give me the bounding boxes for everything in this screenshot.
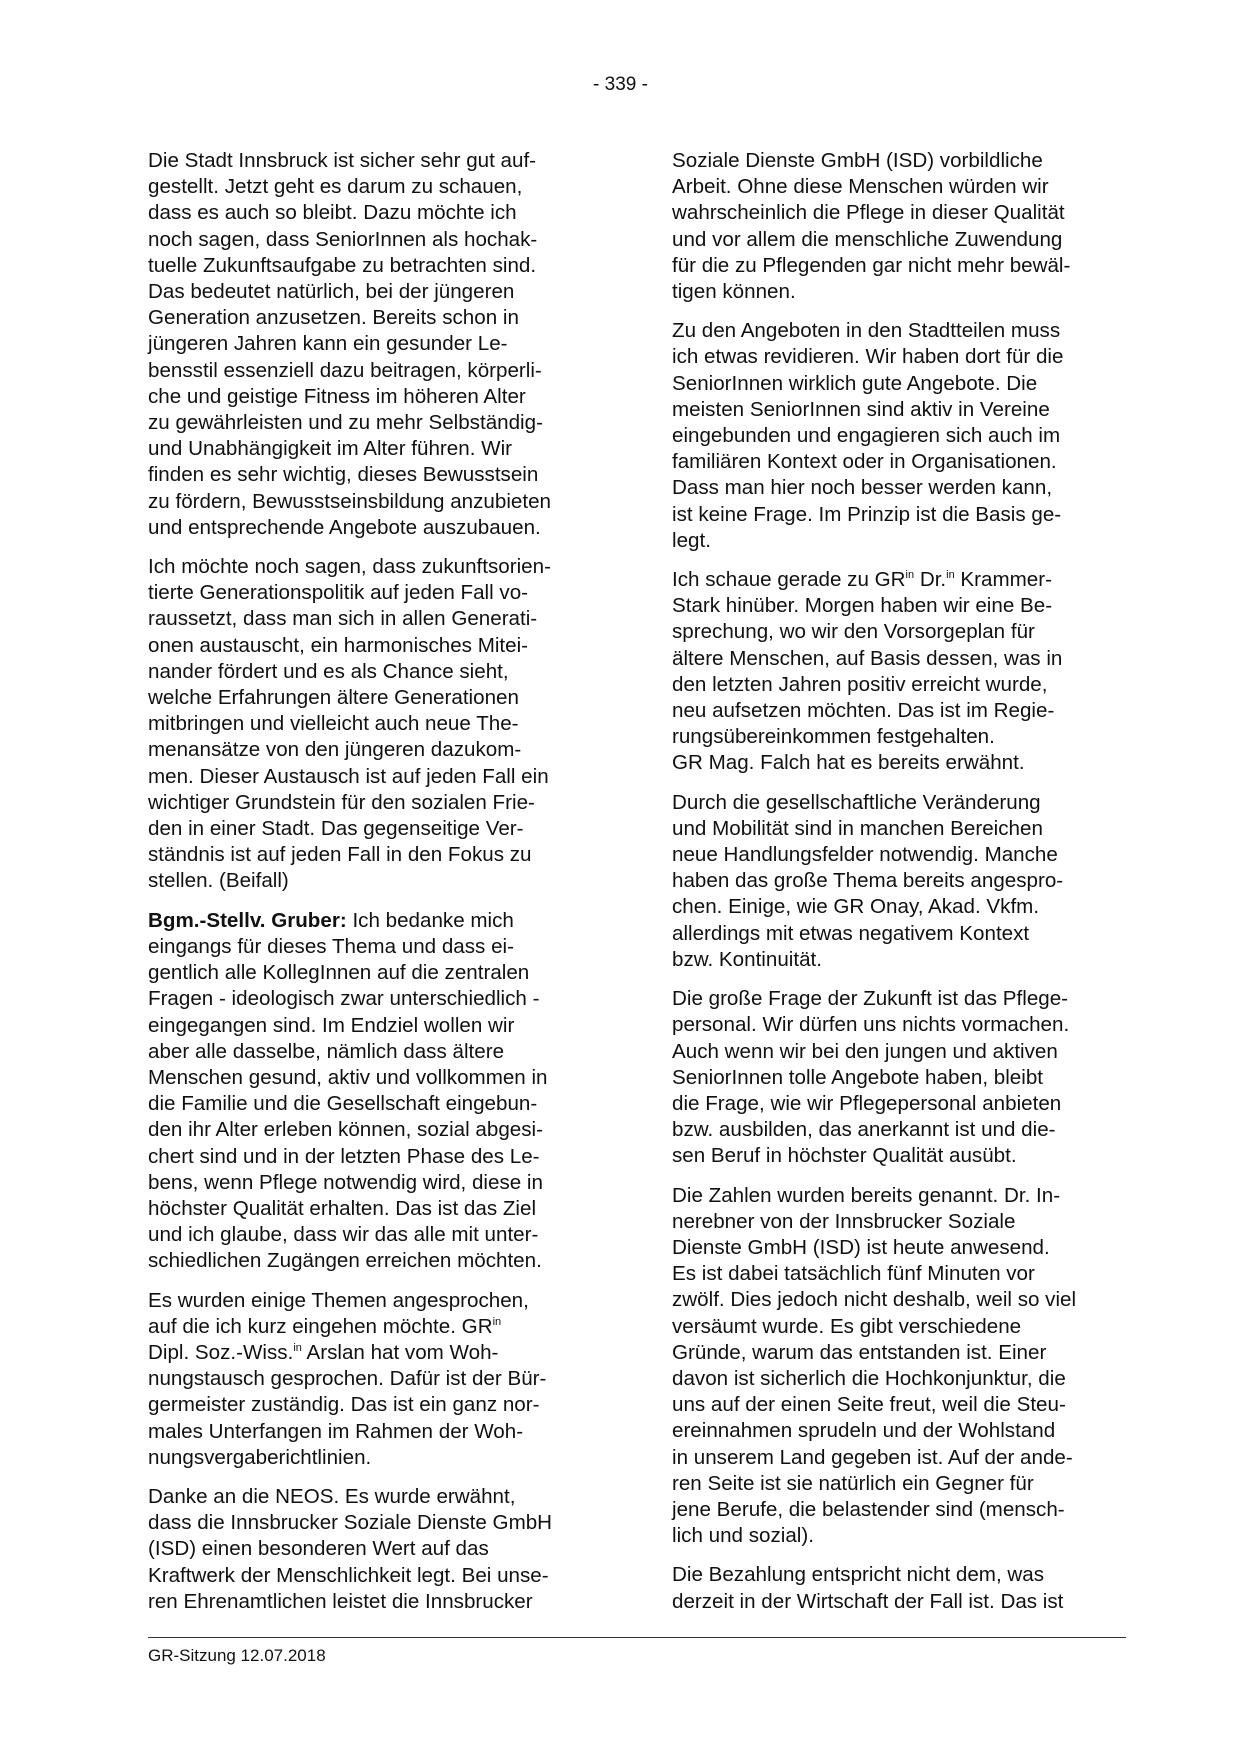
text-line: Es ist dabei tatsächlich fünf Minuten vor xyxy=(672,1262,1035,1286)
text-line: zwölf. Dies jedoch nicht deshalb, weil so viel xyxy=(672,1288,1077,1312)
text-line: personal. Wir dürfen uns nichts vormachen. xyxy=(672,1013,1070,1037)
paragraph xyxy=(148,1484,600,1615)
text-line: onen austauscht, ein harmonisches Mitei- xyxy=(148,633,529,657)
text-line: GR Mag. Falch hat es bereits erwähnt. xyxy=(672,751,1025,775)
text-line: zu gewährleisten und zu mehr Selbständig- xyxy=(148,411,543,435)
paragraph xyxy=(148,554,600,895)
text-line: bzw. ausbilden, das anerkannt ist und die- xyxy=(672,1118,1056,1142)
text-segment: Arslan hat vom Woh- xyxy=(301,1340,499,1364)
text-line: familiären Kontext oder in Organisationen. xyxy=(672,450,1057,474)
text-line: in unserem Land gegeben ist. Auf der ande- xyxy=(672,1445,1073,1469)
text-line: Dienste GmbH (ISD) ist heute anwesend. xyxy=(672,1235,1050,1259)
line-group xyxy=(672,593,1124,776)
text-line: schiedlichen Zugängen erreichen möchten. xyxy=(148,1249,542,1273)
paragraph xyxy=(672,567,1124,777)
text-segment: Krammer- xyxy=(954,568,1052,592)
paragraph xyxy=(672,1183,1124,1550)
paragraph xyxy=(672,148,1124,305)
text-line: gestellt. Jetzt geht es darum zu schauen, xyxy=(148,175,523,199)
text-line: Gründe, warum das entstanden ist. Einer xyxy=(672,1340,1047,1364)
text-line: bens, wenn Pflege notwendig wird, diese in xyxy=(148,1170,543,1194)
text-line: ständnis ist auf jeden Fall in den Fokus zu xyxy=(148,843,532,867)
text-line: und entsprechende Angebote auszubauen. xyxy=(148,515,541,539)
superscript: in xyxy=(946,569,955,582)
text-line: ereinnahmen sprudeln und der Wohlstand xyxy=(672,1419,1056,1443)
text-segment: Ich bedanke mich xyxy=(346,908,514,932)
text-line: versäumt wurde. Es gibt verschiedene xyxy=(672,1314,1022,1338)
text-line: SeniorInnen tolle Angebote haben, bleibt xyxy=(672,1065,1043,1089)
text-line: den ihr Alter erleben können, sozial abgesi- xyxy=(148,1118,543,1142)
text-line: Das bedeutet natürlich, bei der jüngeren xyxy=(148,280,515,304)
text-line xyxy=(672,567,1124,593)
text-line: Fragen - ideologisch zwar unterschiedlich - xyxy=(148,987,540,1011)
text-line xyxy=(148,908,600,934)
text-line: Kraftwerk der Menschlichkeit legt. Bei unse- xyxy=(148,1563,549,1587)
text-line: nungstausch gesprochen. Dafür ist der Bür- xyxy=(148,1367,547,1391)
text-line: sprechung, wo wir den Vorsorgeplan für xyxy=(672,620,1035,644)
footer-divider xyxy=(148,1637,1126,1638)
text-line: dass die Innsbrucker Soziale Dienste GmbH xyxy=(148,1511,553,1535)
text-line: Es wurden einige Themen angesprochen, xyxy=(148,1288,529,1312)
text-line: Die Stadt Innsbruck ist sicher sehr gut auf- xyxy=(148,149,537,172)
text-line: neu aufsetzen möchten. Das ist im Regie- xyxy=(672,699,1055,723)
text-line: Arbeit. Ohne diese Menschen würden wir xyxy=(672,175,1049,199)
text-line: finden es sehr wichtig, dieses Bewusstsein xyxy=(148,463,539,487)
text-line: tierte Generationspolitik auf jeden Fall vo- xyxy=(148,581,529,605)
text-line: neue Handlungsfelder notwendig. Manche xyxy=(672,843,1058,867)
text-line: und Mobilität sind in manchen Bereichen xyxy=(672,816,1043,840)
footer-text: GR-Sitzung 12.07.2018 xyxy=(148,1646,326,1665)
superscript: in xyxy=(905,569,915,582)
text-line: Die Zahlen wurden bereits genannt. Dr. In- xyxy=(672,1183,1061,1207)
text-line: men. Dieser Austausch ist auf jeden Fall ein xyxy=(148,764,549,788)
text-line: ren Ehrenamtlichen leistet die Innsbrucker xyxy=(148,1589,533,1613)
text-line: uns auf der einen Seite freut, weil die Steu- xyxy=(672,1393,1066,1417)
text-line: nander fördert und es als Chance sieht, xyxy=(148,659,509,683)
page-number: - 339 - xyxy=(593,74,648,95)
text-line: derzeit in der Wirtschaft der Fall ist. Das ist xyxy=(672,1589,1064,1613)
paragraph xyxy=(672,986,1124,1169)
text-line: für die zu Pflegenden gar nicht mehr bewäl- xyxy=(672,253,1071,277)
text-line: nerebner von der Innsbrucker Soziale xyxy=(672,1209,1016,1233)
paragraph xyxy=(672,318,1124,554)
text-segment: Dipl. Soz.-Wiss. xyxy=(148,1340,294,1364)
text-line: haben das große Thema bereits angespro- xyxy=(672,869,1064,893)
text-line: gentlich alle KollegInnen auf die zentralen xyxy=(148,961,530,985)
text-line: rungsübereinkommen festgehalten. xyxy=(672,725,995,749)
text-line: germeister zuständig. Das ist ein ganz nor- xyxy=(148,1393,540,1417)
text-line: Stark hinüber. Morgen haben wir eine Be- xyxy=(672,594,1053,618)
text-line: menansätze von den jüngeren dazukom- xyxy=(148,738,522,762)
text-segment: Ich schaue gerade zu GR xyxy=(672,568,906,592)
paragraph xyxy=(672,790,1124,973)
text-line: davon ist sicherlich die Hochkonjunktur, die xyxy=(672,1366,1066,1390)
text-line: ren Seite ist sie natürlich ein Gegner für xyxy=(672,1471,1034,1495)
left-column xyxy=(148,148,600,1628)
text-segment: Dr. xyxy=(914,568,947,592)
text-line: zu fördern, Bewusstseinsbildung anzubieten xyxy=(148,489,551,513)
text-line: und Unabhängigkeit im Alter führen. Wir xyxy=(148,437,513,461)
text-line: eingegangen sind. Im Endziel wollen wir xyxy=(148,1013,515,1037)
text-line: den in einer Stadt. Das gegenseitige Ver- xyxy=(148,817,524,841)
text-line: die Familie und die Gesellschaft eingebun- xyxy=(148,1092,538,1116)
text-line: wichtiger Grundstein für den sozialen Frie- xyxy=(148,790,535,814)
text-line: tuelle Zukunftsaufgabe zu betrachten sind. xyxy=(148,253,537,277)
paragraph xyxy=(148,1288,600,1471)
text-line: dass es auch so bleibt. Dazu möchte ich xyxy=(148,201,517,225)
text-segment: auf die ich kurz eingehen möchte. GR xyxy=(148,1314,493,1338)
text-line: che und geistige Fitness im höheren Alter xyxy=(148,384,526,408)
text-line: Danke an die NEOS. Es wurde erwähnt, xyxy=(148,1484,516,1508)
paragraph xyxy=(672,1562,1124,1614)
text-line: tigen können. xyxy=(672,280,796,304)
text-line: stellen. (Beifall) xyxy=(148,869,289,893)
text-line: mitbringen und vielleicht auch neue The- xyxy=(148,712,519,736)
speaker-name: Bgm.-Stellv. Gruber: xyxy=(148,908,347,932)
text-line: Dass man hier noch besser werden kann, xyxy=(672,476,1053,500)
text-line: (ISD) einen besonderen Wert auf das xyxy=(148,1537,489,1561)
text-line: jene Berufe, die belastender sind (mensch- xyxy=(672,1497,1065,1521)
text-line: Menschen gesund, aktiv und vollkommen in xyxy=(148,1065,548,1089)
text-line: bzw. Kontinuität. xyxy=(672,947,822,971)
text-line: Auch wenn wir bei den jungen und aktiven xyxy=(672,1039,1058,1063)
text-line: ist keine Frage. Im Prinzip ist die Basis ge- xyxy=(672,502,1062,526)
superscript: in xyxy=(492,1315,502,1328)
text-line: ich etwas revidieren. Wir haben dort für die xyxy=(672,345,1064,369)
text-line: Durch die gesellschaftliche Veränderung xyxy=(672,790,1041,814)
text-line: raussetzt, dass man sich in allen Generati- xyxy=(148,607,538,631)
text-line: nungsvergaberichtlinien. xyxy=(148,1445,372,1469)
text-line: den letzten Jahren positiv erreicht wurde, xyxy=(672,672,1048,696)
text-line: jüngeren Jahren kann ein gesunder Le- xyxy=(148,332,508,356)
paragraph xyxy=(148,148,600,541)
right-column xyxy=(672,148,1124,1628)
text-line: meisten SeniorInnen sind aktiv in Vereine xyxy=(672,397,1050,421)
text-line: noch sagen, dass SeniorInnen als hochak- xyxy=(148,227,538,251)
superscript: in xyxy=(293,1341,302,1354)
text-line: legt. xyxy=(672,528,711,552)
text-line: chert sind und in der letzten Phase des Le- xyxy=(148,1144,540,1168)
text-line: und ich glaube, dass wir das alle mit unter- xyxy=(148,1223,539,1247)
text-line: die Frage, wie wir Pflegepersonal anbieten xyxy=(672,1091,1062,1115)
line-group xyxy=(148,1366,600,1471)
text-line: Die große Frage der Zukunft ist das Pflege- xyxy=(672,987,1069,1011)
text-line: males Unterfangen im Rahmen der Woh- xyxy=(148,1419,524,1443)
text-line: Soziale Dienste GmbH (ISD) vorbildliche xyxy=(672,149,1043,172)
text-line: eingebunden und engagieren sich auch im xyxy=(672,424,1061,448)
text-line: Generation anzusetzen. Bereits schon in xyxy=(148,306,519,330)
text-line: und vor allem die menschliche Zuwendung xyxy=(672,227,1063,251)
text-line: SeniorInnen wirklich gute Angebote. Die xyxy=(672,371,1038,395)
text-line: allerdings mit etwas negativem Kontext xyxy=(672,921,1030,945)
text-line: aber alle dasselbe, nämlich dass ältere xyxy=(148,1039,505,1063)
text-line: lich und sozial). xyxy=(672,1524,814,1548)
text-line: eingangs für dieses Thema und dass ei- xyxy=(148,934,514,958)
text-line: höchster Qualität erhalten. Das ist das Ziel xyxy=(148,1196,537,1220)
text-line: Die Bezahlung entspricht nicht dem, was xyxy=(672,1563,1045,1587)
text-line: welche Erfahrungen ältere Generationen xyxy=(148,686,519,710)
line-group xyxy=(148,934,600,1275)
paragraph xyxy=(148,908,600,1275)
text-line: wahrscheinlich die Pflege in dieser Qualität xyxy=(672,201,1065,225)
text-line xyxy=(148,1340,600,1366)
text-line: Ich möchte noch sagen, dass zukunftsorien- xyxy=(148,555,551,579)
text-line: ältere Menschen, auf Basis dessen, was in xyxy=(672,646,1063,670)
text-line: Zu den Angeboten in den Stadtteilen muss xyxy=(672,319,1061,343)
text-line: bensstil essenziell dazu beitragen, körperli- xyxy=(148,358,542,382)
text-line: chen. Einige, wie GR Onay, Akad. Vkfm. xyxy=(672,895,1040,919)
text-line: sen Beruf in höchster Qualität ausübt. xyxy=(672,1144,1017,1168)
text-line xyxy=(148,1314,600,1340)
